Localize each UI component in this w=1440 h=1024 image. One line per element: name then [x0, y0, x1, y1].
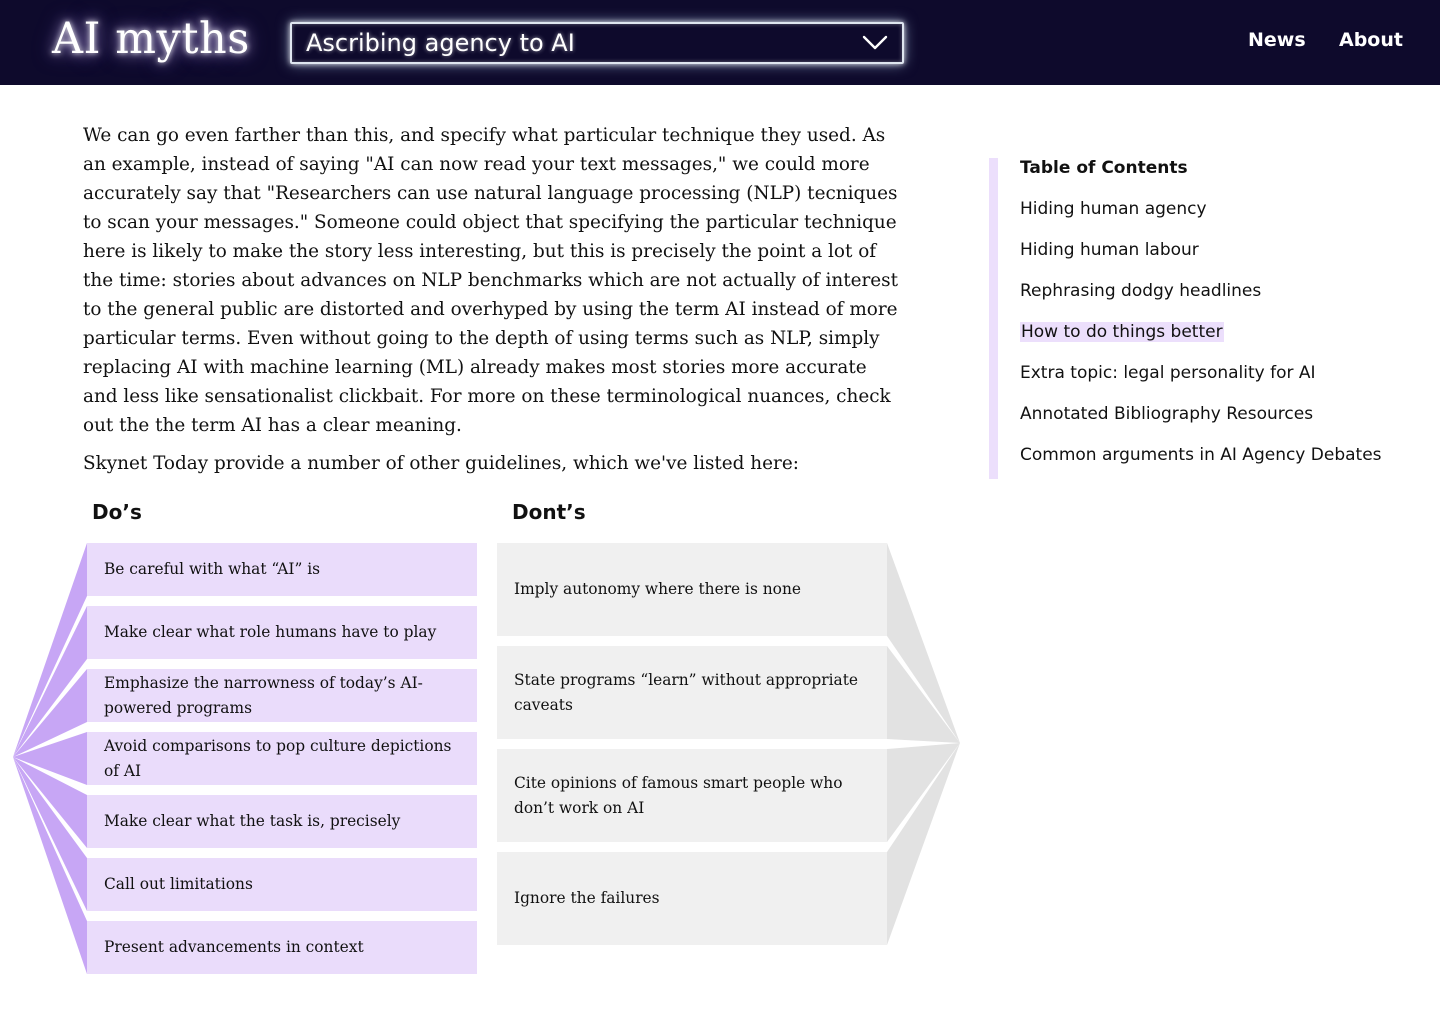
dos-heading: Do’s	[92, 500, 142, 524]
dont-item-text: Cite opinions of famous smart people who don’t work on AI	[514, 773, 843, 817]
table-of-contents	[989, 158, 1409, 479]
toc-item-hiding-human-labour[interactable]: Hiding human labour	[1020, 240, 1199, 260]
toc-title: Table of Contents	[1020, 158, 1188, 178]
do-item-text: Emphasize the narrowness of today’s AI-powered programs	[104, 673, 423, 717]
dont-item-text: Ignore the failures	[514, 889, 660, 907]
toc-item-annotated-bibliography[interactable]: Annotated Bibliography Resources	[1020, 404, 1314, 424]
toc-item-common-arguments[interactable]: Common arguments in AI Agency Debates	[1020, 445, 1382, 465]
do-item-text: Present advancements in context	[104, 938, 364, 956]
topic-select-value: Ascribing agency to AI	[306, 29, 575, 57]
dont-item-text: Imply autonomy where there is none	[514, 580, 801, 598]
donts-heading: Dont’s	[512, 500, 586, 524]
toc-item-rephrasing-dodgy-headlines[interactable]: Rephrasing dodgy headlines	[1020, 281, 1262, 301]
dos-fan	[13, 543, 87, 974]
do-item	[87, 921, 477, 974]
nav-link-news[interactable]: News	[1248, 29, 1306, 51]
dont-item	[497, 543, 887, 636]
dont-item	[497, 749, 887, 842]
do-item	[87, 606, 477, 659]
do-item	[87, 732, 477, 785]
do-item-text: Call out limitations	[104, 875, 253, 893]
do-item	[87, 543, 477, 596]
do-item-text: Avoid comparisons to pop culture depictions of AI	[104, 736, 452, 780]
do-item	[87, 858, 477, 911]
toc-item-how-to-do-things-better[interactable]: How to do things better	[1021, 322, 1223, 342]
toc-item-legal-personality[interactable]: Extra topic: legal personality for AI	[1020, 363, 1316, 383]
dont-item-text: State programs “learn” without appropriate caveats	[514, 670, 858, 714]
dont-item	[497, 646, 887, 739]
do-item-text: Make clear what role humans have to play	[104, 623, 437, 641]
article-paragraph: Skynet Today provide a number of other guidelines, which we've listed here:	[83, 453, 799, 474]
do-item-text: Make clear what the task is, precisely	[104, 812, 401, 830]
do-item-text: Be careful with what “AI” is	[104, 560, 321, 578]
do-item	[87, 669, 477, 722]
do-item	[87, 795, 477, 848]
donts-fan	[887, 543, 960, 945]
site-logo[interactable]: AI myths	[52, 14, 250, 64]
toc-item-hiding-human-agency[interactable]: Hiding human agency	[1020, 199, 1207, 219]
article-paragraph: We can go even farther than this, and specify what particular technique they used. As an example, instead of saying "AI can now read your text messages," we could more accurately say that "Researchers can use natural language processing (NLP) tecniques to scan your messages." Someone could object that specifying the particular technique here is likely to make the story less interesting, but this is precisely the point a lot of the time: stories about advances on NLP benchmarks which are not actually of interest to the general public are distorted and overhyped by using the term AI instead of more particular terms. Even without going to the depth of using terms such as NLP, simply replacing AI with machine learning (ML) already makes most stories more accurate and less like sensationalist clickbait. For more on these terminological nuances, check out the the term AI has a clear meaning.	[83, 125, 898, 436]
nav-link-about[interactable]: About	[1339, 29, 1403, 51]
dont-item	[497, 852, 887, 945]
